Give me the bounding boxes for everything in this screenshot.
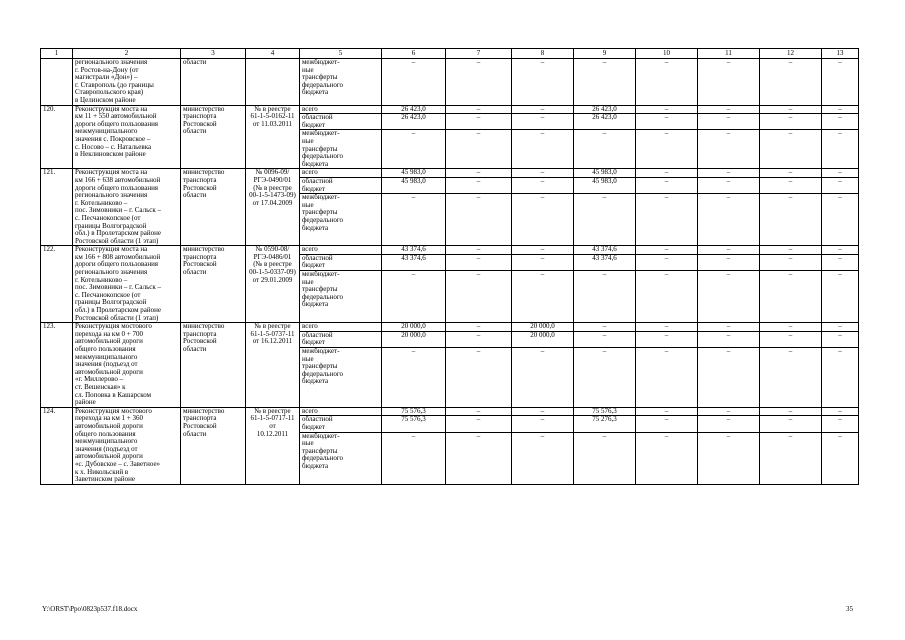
organization — [181, 169, 246, 246]
value-cell — [698, 59, 760, 106]
value-cell — [382, 169, 446, 246]
object-name — [73, 105, 181, 169]
value-cell — [760, 246, 822, 323]
header-cell: 2 — [73, 49, 181, 59]
value-text: – — [760, 416, 821, 432]
value-text: – — [664, 58, 669, 66]
row-number-text: 120. — [43, 105, 56, 113]
value-text: – — [411, 58, 416, 66]
value-cell — [382, 323, 446, 408]
document-ref — [246, 323, 300, 408]
value-cell — [382, 59, 446, 106]
value-text: – — [602, 347, 607, 355]
value-text: – — [446, 408, 511, 417]
value-text: – — [512, 416, 573, 432]
value-text: – — [602, 129, 607, 138]
value-text: – — [446, 114, 511, 130]
value-text: – — [602, 431, 607, 440]
value-text: – — [788, 347, 793, 355]
funding-source — [300, 323, 382, 408]
value-text: 26 423,0 — [382, 114, 445, 130]
funding-source-label: межбюджет- ные трансферты федерального бюджета — [302, 431, 344, 470]
funding-source — [300, 407, 382, 484]
value-text: – — [760, 323, 821, 332]
value-text: – — [602, 270, 607, 279]
value-text: – — [726, 193, 731, 202]
funding-source — [300, 105, 382, 169]
organization-text: министерство транспорта Ростовской области — [183, 168, 225, 200]
value-cell — [512, 59, 574, 106]
value-cell — [636, 407, 698, 484]
value-text: – — [540, 270, 545, 279]
value-text: – — [574, 332, 635, 348]
value-text: 45 983,0 — [382, 169, 445, 178]
organization — [181, 105, 246, 169]
funding-source-label: межбюджет- ные трансферты федерального бюджета — [302, 58, 344, 97]
value-text: – — [788, 270, 793, 279]
value-text: – — [698, 246, 759, 255]
value-text: 20 000,0 — [512, 332, 573, 348]
value-text: – — [636, 255, 697, 271]
organization-text: министерство транспорта Ростовской области — [183, 407, 225, 438]
table-row — [41, 169, 859, 246]
value-cell — [574, 407, 636, 484]
value-text: – — [476, 270, 481, 279]
value-text: – — [822, 246, 858, 255]
value-cell — [574, 246, 636, 323]
value-text: – — [698, 323, 759, 332]
value-cell — [698, 407, 760, 484]
funding-source-label: областной бюджет — [300, 178, 381, 194]
value-cell — [636, 169, 698, 246]
row-number — [41, 105, 73, 169]
value-text: – — [760, 114, 821, 130]
value-text: – — [446, 169, 511, 178]
funding-source-label: областной бюджет — [300, 332, 381, 348]
value-text: – — [512, 408, 573, 417]
value-text: – — [636, 332, 697, 348]
value-text: 75 576,3 — [382, 408, 445, 417]
value-text: – — [446, 332, 511, 348]
value-text: – — [476, 347, 481, 355]
value-cell — [760, 323, 822, 408]
funding-source-label: межбюджет- ные трансферты федерального бюджета — [302, 270, 344, 309]
row-number-text: 124. — [43, 407, 56, 415]
funding-source-label: межбюджет- ные трансферты федерального бюджета — [302, 193, 344, 232]
value-text: – — [698, 255, 759, 271]
value-text: – — [411, 193, 416, 202]
value-text: – — [512, 169, 573, 178]
table-body — [41, 49, 859, 485]
value-cell — [446, 246, 512, 323]
value-text: – — [788, 58, 793, 66]
value-text: – — [822, 323, 858, 332]
value-text: – — [540, 193, 545, 202]
value-text: – — [760, 106, 821, 115]
row-number-text: 122. — [43, 245, 56, 254]
header-cell: 7 — [446, 49, 512, 59]
funding-source-label: всего — [300, 169, 381, 178]
document-ref — [246, 105, 300, 169]
value-cell — [574, 169, 636, 246]
value-text: – — [636, 169, 697, 178]
value-cell — [512, 323, 574, 408]
file-path: Y:\ORST\Ppo\0823p537.f18.docx — [42, 605, 138, 613]
value-text: – — [636, 323, 697, 332]
organization-text: министерство транспорта Ростовской области — [183, 105, 225, 136]
table-row — [41, 59, 859, 106]
value-text: – — [698, 332, 759, 348]
funding-source-label: межбюджет- ные трансферты федерального бюджета — [302, 347, 344, 386]
value-text: – — [411, 431, 416, 440]
value-text: – — [822, 106, 858, 115]
organization-text: области — [183, 58, 207, 66]
value-text: – — [788, 193, 793, 202]
value-text: – — [664, 431, 669, 440]
value-cell — [822, 105, 859, 169]
header-cell: 3 — [181, 49, 246, 59]
header-cell: 4 — [246, 49, 300, 59]
value-text: – — [726, 347, 731, 355]
value-text: 75 576,3 — [382, 416, 445, 432]
value-text: – — [838, 58, 842, 66]
document-ref-text: № в реестре 61-1-5-0737-11 от 16.12.2011 — [250, 322, 295, 346]
value-text: – — [411, 347, 416, 355]
value-text: – — [838, 270, 842, 279]
value-text: – — [760, 246, 821, 255]
value-text: – — [838, 193, 842, 202]
value-text: 45 983,0 — [574, 169, 635, 178]
value-text: – — [788, 431, 793, 440]
header-cell: 12 — [760, 49, 822, 59]
value-cell — [446, 169, 512, 246]
value-cell — [636, 246, 698, 323]
value-text: – — [664, 347, 669, 355]
organization-text: министерство транспорта Ростовской области — [183, 245, 225, 277]
value-text: – — [512, 114, 573, 130]
row-number — [41, 169, 73, 246]
funding-source-label: областной бюджет — [300, 114, 381, 130]
value-text: – — [446, 323, 511, 332]
row-number — [41, 407, 73, 484]
document-ref-text: № 0590-08/ РГЭ-0486/01 (№ в реестре 00-1-5-0337-09) от 29.01.2009 — [249, 245, 296, 284]
row-number — [41, 246, 73, 323]
value-text: 43 374,6 — [574, 246, 635, 255]
value-cell — [574, 105, 636, 169]
value-text: 45 983,0 — [574, 178, 635, 194]
value-text: – — [512, 255, 573, 271]
value-cell — [512, 169, 574, 246]
header-cell: 8 — [512, 49, 574, 59]
table-row — [41, 323, 859, 408]
value-text: 75 276,3 — [574, 416, 635, 432]
table-row — [41, 105, 859, 169]
object-name — [73, 323, 181, 408]
value-text: – — [822, 332, 858, 348]
value-cell — [760, 407, 822, 484]
header-cell: 1 — [41, 49, 73, 59]
header-cell: 10 — [636, 49, 698, 59]
value-text: – — [636, 106, 697, 115]
value-text: – — [760, 332, 821, 348]
budget-table — [40, 48, 859, 485]
value-text: – — [411, 129, 416, 138]
value-text: – — [446, 178, 511, 194]
value-cell — [760, 169, 822, 246]
value-text: – — [822, 416, 858, 432]
value-text: – — [726, 58, 731, 66]
value-cell — [636, 323, 698, 408]
value-text: 43 374,6 — [382, 255, 445, 271]
organization — [181, 323, 246, 408]
value-text: – — [664, 193, 669, 202]
funding-source — [300, 59, 382, 106]
value-text: – — [636, 246, 697, 255]
value-text: 20 000,0 — [382, 332, 445, 348]
value-text: – — [476, 193, 481, 202]
object-name — [73, 59, 181, 106]
value-cell — [446, 323, 512, 408]
value-text: – — [636, 178, 697, 194]
value-cell — [760, 105, 822, 169]
value-text: 45 983,0 — [382, 178, 445, 194]
row-number-text: 123. — [43, 322, 56, 331]
value-text: – — [540, 431, 545, 440]
value-cell — [512, 246, 574, 323]
value-text: 26 423,0 — [574, 106, 635, 115]
value-cell — [822, 246, 859, 323]
value-cell — [382, 407, 446, 484]
value-text: – — [540, 129, 545, 138]
value-text: – — [512, 178, 573, 194]
funding-source-label: всего — [300, 408, 381, 417]
header-cell: 9 — [574, 49, 636, 59]
value-text: 26 423,0 — [382, 106, 445, 115]
value-cell — [382, 246, 446, 323]
value-text: – — [760, 408, 821, 417]
object-name-text: Реконструкция мостового перехода на км 0 + 700 автомобильной дороги общего пользования межмуниципального значения (подъезд от автомобильной дороги «г. Миллерово – ст. Вешенская» к сл. Поповка в Кашарском районе — [75, 322, 152, 407]
value-cell — [574, 323, 636, 408]
value-text: – — [838, 129, 842, 138]
value-text: – — [636, 408, 697, 417]
value-text: – — [822, 114, 858, 130]
table-row — [41, 407, 859, 484]
document-ref-text: № 0096-09/ РГЭ-0490/01 (№ в реестре 00-1-5-1473-09) от 17.04.2009 — [249, 168, 296, 207]
header-cell: 5 — [300, 49, 382, 59]
document-ref — [246, 246, 300, 323]
header-cell: 11 — [698, 49, 760, 59]
object-name-text: Реконструкция моста на км 166 + 638 автомобильной дороги общего пользования регионального значения г. Котельниково – пос. Зимовники – г. Сальск – с. Песчанокопское (от границы Волгоградской обл.) в Пролетарском районе Ростовской области (1 этап) — [75, 168, 162, 245]
table-row — [41, 246, 859, 323]
value-cell — [822, 323, 859, 408]
value-cell — [574, 59, 636, 106]
object-name-text: Реконструкция мостового перехода на км 1 + 360 автомобильной дороги общего пользования межмуниципального значения (подъезд от автомобильной дороги «с. Дубовское – с. Заветное» к х. Никольский в Заветинском районе — [75, 407, 161, 484]
row-number-text: 121. — [43, 168, 56, 177]
value-text: 75 576,3 — [574, 408, 635, 417]
organization — [181, 407, 246, 484]
value-cell — [698, 246, 760, 323]
funding-source-label: областной бюджет — [300, 416, 381, 432]
value-cell — [512, 407, 574, 484]
value-text: – — [636, 416, 697, 432]
value-text: – — [476, 431, 481, 440]
value-text: – — [636, 114, 697, 130]
row-number — [41, 323, 73, 408]
organization — [181, 246, 246, 323]
value-text: 26 423,0 — [574, 114, 635, 130]
value-text: – — [760, 255, 821, 271]
value-cell — [822, 169, 859, 246]
value-text: – — [698, 408, 759, 417]
document-ref — [246, 407, 300, 484]
value-cell — [760, 59, 822, 106]
value-cell — [822, 59, 859, 106]
value-text: – — [698, 416, 759, 432]
value-cell — [382, 105, 446, 169]
value-text: – — [760, 169, 821, 178]
document-ref-text: № в реестре 61-1-5-0717-11 от 10.12.2011 — [250, 407, 295, 438]
value-text: – — [540, 58, 545, 66]
value-text: – — [726, 129, 731, 138]
object-name-text: Реконструкция моста на км 166 + 808 автомобильной дороги общего пользования регионального значения г. Котельниково – пос. Зимовники – г. Сальск – с. Песчанокопское (от границы Волгоградской обл.) в Пролетарском районе Ростовской области (1 этап) — [75, 245, 162, 322]
document-ref — [246, 169, 300, 246]
funding-source — [300, 169, 382, 246]
value-text: – — [726, 270, 731, 279]
document-ref — [246, 59, 300, 106]
value-text: – — [446, 416, 511, 432]
value-text: 43 374,6 — [382, 246, 445, 255]
value-cell — [822, 407, 859, 484]
value-cell — [446, 407, 512, 484]
value-text: – — [698, 169, 759, 178]
value-text: – — [838, 431, 842, 440]
header-cell: 13 — [822, 49, 859, 59]
value-text: – — [822, 169, 858, 178]
value-text: – — [446, 255, 511, 271]
value-text: – — [540, 347, 545, 355]
funding-source — [300, 246, 382, 323]
value-cell — [636, 59, 698, 106]
value-text: – — [726, 431, 731, 440]
value-text: – — [602, 193, 607, 202]
value-text: – — [512, 246, 573, 255]
object-name-text: регионального значения г. Ростов-на-Дону (от магистрали «Дон») – г. Ставрополь (до границы Ставропольского края) в Целинском районе — [75, 58, 154, 104]
value-text: – — [512, 106, 573, 115]
value-text: – — [446, 106, 511, 115]
value-text: – — [446, 246, 511, 255]
value-text: – — [476, 129, 481, 138]
header-row — [41, 49, 859, 59]
funding-source-label: межбюджет- ные трансферты федерального бюджета — [302, 129, 344, 168]
value-text: 20 000,0 — [512, 323, 573, 332]
funding-source-label: всего — [300, 246, 381, 255]
value-text: 20 000,0 — [382, 323, 445, 332]
value-text: – — [822, 178, 858, 194]
value-text: – — [476, 58, 481, 66]
value-cell — [446, 105, 512, 169]
value-text: – — [822, 255, 858, 271]
value-text: – — [788, 129, 793, 138]
organization-text: министерство транспорта Ростовской области — [183, 322, 225, 353]
value-text: – — [664, 270, 669, 279]
funding-source-label: всего — [300, 106, 381, 115]
document-ref-text: № в реестре 61-1-5-0162-11 от 11.03.2011 — [250, 105, 295, 128]
value-text: – — [664, 129, 669, 138]
value-cell — [512, 105, 574, 169]
value-cell — [446, 59, 512, 106]
funding-source-label: всего — [300, 323, 381, 332]
value-cell — [698, 169, 760, 246]
value-text: – — [822, 408, 858, 417]
funding-source-label: областной бюджет — [300, 255, 381, 271]
object-name — [73, 407, 181, 484]
value-cell — [698, 323, 760, 408]
row-number — [41, 59, 73, 106]
value-text: – — [574, 323, 635, 332]
value-text: 43 374,6 — [574, 255, 635, 271]
object-name — [73, 169, 181, 246]
value-cell — [636, 105, 698, 169]
value-text: – — [760, 178, 821, 194]
value-text: – — [698, 106, 759, 115]
object-name-text: Реконструкция моста на км 11 + 550 автомобильной дороги общего пользования межмуниципального значения с. Покровское – с. Носово – с. Натальевка в Неклиновском районе — [75, 105, 159, 159]
value-cell — [698, 105, 760, 169]
value-text: – — [838, 347, 842, 355]
value-text: – — [411, 270, 416, 279]
value-text: – — [698, 178, 759, 194]
object-name — [73, 246, 181, 323]
value-text: – — [602, 58, 607, 66]
page-number: 35 — [846, 605, 853, 613]
organization — [181, 59, 246, 106]
header-cell: 6 — [382, 49, 446, 59]
value-text: – — [698, 114, 759, 130]
